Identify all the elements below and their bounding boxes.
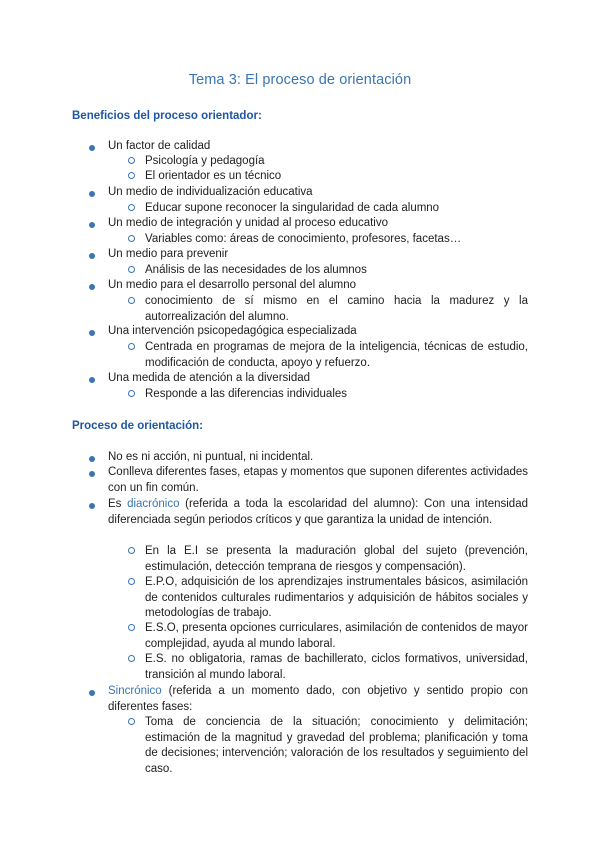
circle-bullet-icon — [128, 297, 135, 304]
bullet-icon — [89, 456, 95, 462]
list-item: Un medio de integración y unidad al proceso educativo — [108, 217, 389, 229]
sub-list-item: conocimiento de sí mismo en el camino hacia la madurez y la autorrealización del alumno. — [145, 295, 528, 323]
bullet-icon — [89, 377, 95, 383]
list-item: No es ni acción, ni puntual, ni incidental. — [108, 451, 314, 463]
section-heading-proceso: Proceso de orientación: — [72, 420, 204, 432]
circle-bullet-icon — [128, 172, 135, 179]
bullet-icon — [89, 690, 95, 696]
sub-list-item: Centrada en programas de mejora de la inteligencia, técnicas de estudio, modificación de conducta, apoyo y refuerzo. — [145, 341, 528, 369]
sub-list-item: El orientador es un técnico — [145, 170, 282, 182]
circle-bullet-icon — [128, 343, 135, 350]
circle-bullet-icon — [128, 655, 135, 662]
circle-bullet-icon — [128, 235, 135, 242]
list-item: Un medio de individualización educativa — [108, 186, 313, 198]
circle-bullet-icon — [128, 157, 135, 164]
sub-list-item: Variables como: áreas de conocimiento, profesores, facetas… — [145, 233, 462, 245]
bullet-icon — [89, 284, 95, 290]
sub-list-item: En la E.I se presenta la maduración global del sujeto (prevención, estimulación, detección temprana de riesgos y compensación). — [145, 545, 528, 573]
circle-bullet-icon — [128, 578, 135, 585]
list-item: Un medio para el desarrollo personal del alumno — [108, 279, 357, 291]
text-suffix: (referida a toda la escolaridad del alumno): Con una intensidad diferenciada según periodos críticos y que garantiza la unidad de intención. — [108, 498, 528, 526]
list-item: Un factor de calidad — [108, 140, 211, 152]
circle-bullet-icon — [128, 266, 135, 273]
sub-list-item: Educar supone reconocer la singularidad de cada alumno — [145, 202, 440, 214]
circle-bullet-icon — [128, 624, 135, 631]
circle-bullet-icon — [128, 718, 135, 725]
sub-list-item: Toma de conciencia de la situación; conocimiento y delimitación; estimación de la magnitud y gravedad del problema; planificación y toma de decisiones; intervención; valoración de los resultados y seguimiento del caso. — [145, 716, 528, 775]
list-item-sincronico — [108, 684, 528, 715]
keyword-sincronico: Sincrónico — [108, 685, 162, 697]
sub-list-item: E.P.O, adquisición de los aprendizajes instrumentales básicos, asimilación de contenidos culturales rudimentarios y adquisición de hábitos sociales y metodologías de trabajo. — [145, 576, 528, 619]
list-item: Conlleva diferentes fases, etapas y momentos que suponen diferentes actividades con un fin común. — [108, 466, 529, 494]
bullet-icon — [89, 471, 95, 477]
bullet-icon — [89, 503, 95, 509]
list-item: Una intervención psicopedagógica especializada — [108, 325, 357, 337]
section-heading-beneficios: Beneficios del proceso orientador: — [72, 110, 262, 122]
circle-bullet-icon — [128, 204, 135, 211]
sub-list-item: E.S. no obligatoria, ramas de bachillerato, ciclos formativos, universidad, transición al mundo laboral. — [145, 653, 528, 681]
list-item: Un medio para prevenir — [108, 248, 229, 260]
bullet-icon — [89, 330, 95, 336]
list-item-diacronico — [108, 497, 528, 528]
circle-bullet-icon — [128, 390, 135, 397]
text-suffix: (referida a un momento dado, con objetivo y sentido propio con diferentes fases: — [108, 685, 528, 713]
sub-list-item: Análisis de las necesidades de los alumnos — [145, 264, 367, 276]
sub-list-item: Psicología y pedagogía — [145, 155, 265, 167]
keyword-diacronico: diacrónico — [127, 498, 180, 510]
bullet-icon — [89, 222, 95, 228]
page-title: Tema 3: El proceso de orientación — [188, 72, 412, 88]
text-prefix: Es — [108, 498, 128, 510]
bullet-icon — [89, 191, 95, 197]
list-item: Una medida de atención a la diversidad — [108, 372, 311, 384]
sub-list-item: Responde a las diferencias individuales — [145, 388, 348, 400]
bullet-icon — [89, 145, 95, 151]
circle-bullet-icon — [128, 547, 135, 554]
bullet-icon — [89, 253, 95, 259]
sub-list-item: E.S.O, presenta opciones curriculares, asimilación de contenidos de mayor complejidad, ayuda al mundo laboral. — [145, 622, 528, 650]
